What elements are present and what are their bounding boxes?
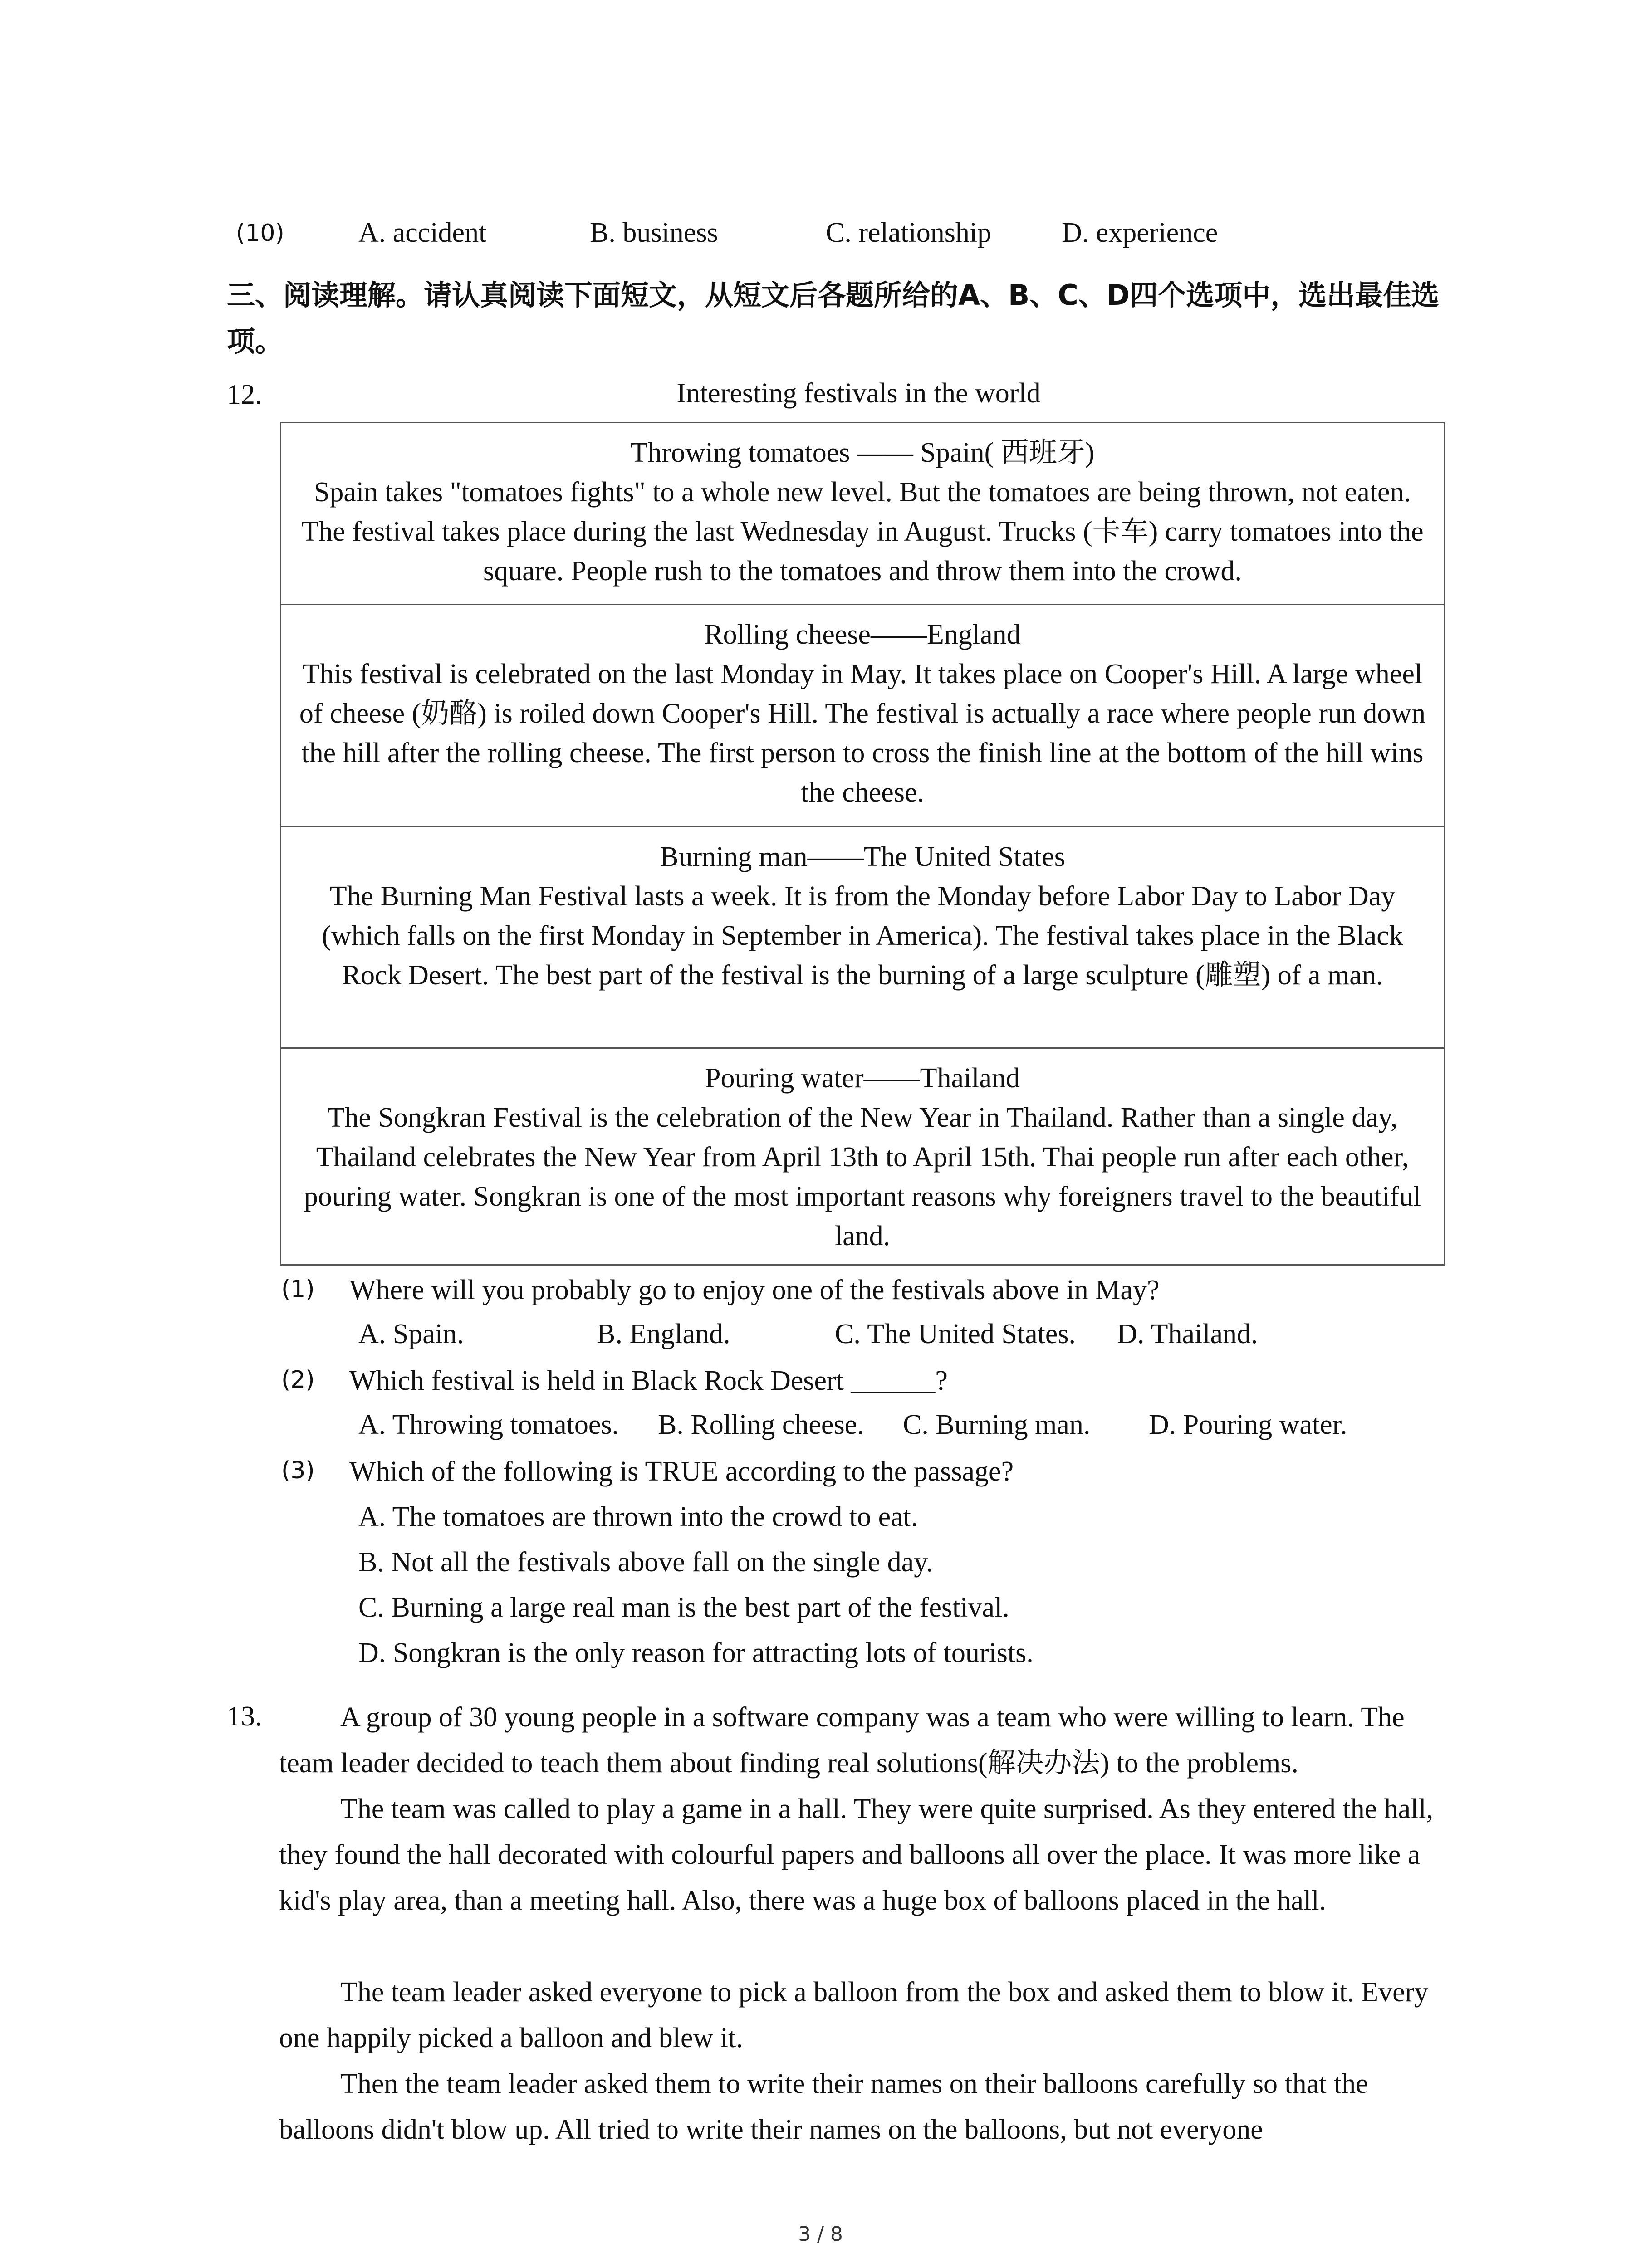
q10-option-b: B. business — [590, 217, 718, 248]
q12-1-option-a: A. Spain. — [358, 1319, 464, 1349]
festival-title: Pouring water——Thailand — [705, 1063, 1020, 1094]
q12-3-option-b: B. Not all the festivals above fall on the single day. — [358, 1547, 933, 1578]
q10-options — [236, 217, 1461, 253]
festival-table-title: Interesting festivals in the world — [676, 378, 1041, 409]
q12-1-option-d: D. Thailand. — [1117, 1319, 1258, 1349]
page-number: 3 / 8 — [798, 2223, 843, 2246]
q13-paragraph: The team leader asked everyone to pick a balloon from the box and asked them to blow it. Every one happily picked a balloon and blew it. — [279, 1977, 1429, 2053]
q10-option-d: D. experience — [1062, 217, 1218, 248]
q12-2-options — [358, 1409, 1402, 1445]
festival-title: Burning man——The United States — [660, 841, 1065, 872]
q12-number: 12. — [227, 379, 262, 410]
festival-text: Spain takes "tomatoes fights" to a whole new level. But the tomatoes are being thrown, not eaten. The festival takes place during the last Wednesday in August. Trucks (卡车) carry tomatoes into the square. People rush to the tomatoes and throw them into the crowd. — [301, 477, 1424, 587]
q12-1-options — [358, 1318, 1402, 1354]
q12-3-number: (3) — [281, 1457, 315, 1484]
q13-number: 13. — [227, 1701, 262, 1732]
q13-paragraph: A group of 30 young people in a software company was a team who were willing to learn. The team leader decided to teach them about finding real solutions(解决办法) to the problems. — [279, 1702, 1405, 1779]
q12-1-option-b: B. England. — [597, 1319, 730, 1349]
festival-cell-england — [281, 604, 1444, 826]
q12-3-stem: Which of the following is TRUE according to the passage? — [349, 1456, 1014, 1487]
q12-2-stem: Which festival is held in Black Rock Desert ______? — [349, 1365, 948, 1396]
q13-paragraph: Then the team leader asked them to write their names on their balloons carefully so that the balloons didn't blow up. All tried to write their names on the balloons, but not everyone — [279, 2068, 1368, 2145]
q12-3-option-d: D. Songkran is the only reason for attracting lots of tourists. — [358, 1637, 1034, 1668]
festival-text: This festival is celebrated on the last Monday in May. It takes place on Cooper's Hill. A large wheel of cheese (奶酪) is roiled down Cooper's Hill. The festival is actually a race where people run down the hill after the rolling cheese. The first person to cross the finish line at the bottom of the hill wins the cheese. — [299, 659, 1426, 808]
festival-cell-thailand — [281, 1047, 1444, 1267]
section-heading: 三、阅读理解。请认真阅读下面短文，从短文后各题所给的A、B、C、D四个选项中，选出最佳选项。 — [227, 279, 1440, 358]
q12-2-option-d: D. Pouring water. — [1149, 1409, 1347, 1440]
festival-text: The Burning Man Festival lasts a week. It is from the Monday before Labor Day to Labor Day (which falls on the first Monday in September in America). The festival takes place in the Black Rock Desert. The best part of the festival is the burning of a large sculpture (雕塑) of a man. — [322, 881, 1403, 991]
q12-1-stem: Where will you probably go to enjoy one of the festivals above in May? — [349, 1275, 1160, 1305]
q10-option-a: A. accident — [358, 217, 487, 248]
q12-1-option-c: C. The United States. — [835, 1319, 1076, 1349]
festival-cell-spain — [281, 423, 1444, 604]
festival-title: Throwing tomatoes —— Spain( 西班牙) — [630, 437, 1095, 468]
q12-2-option-a: A. Throwing tomatoes. — [358, 1409, 619, 1440]
q13-paragraph: The team was called to play a game in a hall. They were quite surprised. As they entered the hall, they found the hall decorated with colourful papers and balloons all over the place. It was more like a kid's play area, than a meeting hall. Also, there was a huge box of balloons placed in the hall. — [279, 1794, 1434, 1916]
q12-2-option-c: C. Burning man. — [903, 1409, 1091, 1440]
q12-3-option-c: C. Burning a large real man is the best part of the festival. — [358, 1592, 1009, 1623]
q12-2-option-b: B. Rolling cheese. — [658, 1409, 864, 1440]
festival-cell-usa — [281, 826, 1444, 1047]
festival-text: The Songkran Festival is the celebration of the New Year in Thailand. Rather than a single day, Thailand celebrates the New Year from April 13th to April 15th. Thai people run after each other, pouring water. Songkran is one of the most important reasons why foreigners travel to the beautiful land. — [304, 1102, 1421, 1251]
q12-1-number: (1) — [281, 1276, 315, 1303]
q10-number: (10) — [236, 220, 284, 247]
festival-title: Rolling cheese——England — [704, 619, 1021, 650]
q12-3-option-a: A. The tomatoes are thrown into the crowd to eat. — [358, 1501, 918, 1532]
q12-2-number: (2) — [281, 1366, 315, 1393]
festival-table — [280, 422, 1445, 1266]
q10-option-c: C. relationship — [826, 217, 992, 248]
